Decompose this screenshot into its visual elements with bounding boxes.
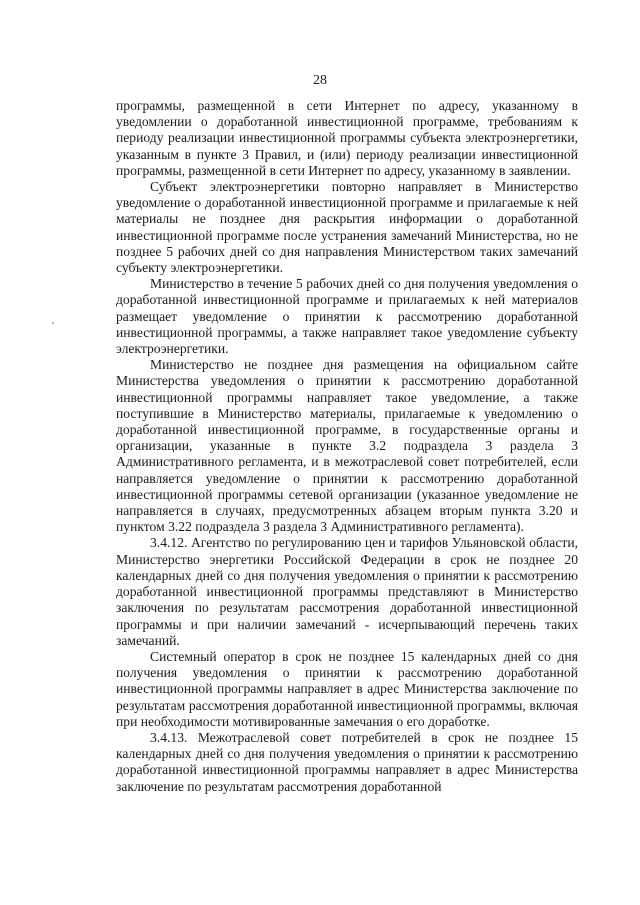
paragraph: Субъект электроэнергетики повторно направляет в Министерство уведомление о доработанной инвестиционной программе и прилагаемые к ней материалы не позднее дня раскрытия информации о доработанной инвестиционной программе после устранения замечаний Министерства, но не позднее 5 рабочих дней со дня направления Министерством таких замечаний субъекту электроэнергетики. [116,179,578,276]
paragraph: Министерство в течение 5 рабочих дней со дня получения уведомления о доработанной инвестиционной программе и прилагаемых к ней материалов размещает уведомление о принятии к рассмотрению доработанной инвестиционной программы, а также направляет такое уведомление субъекту электроэнергетики. [116,276,578,357]
paragraph-3-4-13: 3.4.13. Межотраслевой совет потребителей в срок не позднее 15 календарных дней со дня получения уведомления о принятии к рассмотрению доработанной инвестиционной программы направляет в адрес Министерства заключение по результатам рассмотрения доработанной [116,729,578,794]
document-body [116,98,578,795]
paragraph-3-4-12: 3.4.12. Агентство по регулированию цен и тарифов Ульяновской области, Министерство энергетики Российской Федерации в срок не позднее 20 календарных дней со дня получения уведомления о принятии к рассмотрению доработанной инвестиционной программы представляют в Министерство заключения по результатам рассмотрения доработанной инвестиционной программы и при наличии замечаний - исчерпывающий перечень таких замечаний. [116,535,578,648]
paragraph: Министерство не позднее дня размещения на официальном сайте Министерства уведомления о принятии к рассмотрению доработанной инвестиционной программы направляет такое уведомление, а также поступившие в Министерство материалы, прилагаемые к уведомлению о доработанной инвестиционной программе, в государственные органы и организации, указанные в пункте 3.2 подраздела 3 раздела 3 Административного регламента, и в межотраслевой совет потребителей, если направляется уведомление о принятии к рассмотрению доработанной инвестиционной программы сетевой организации (указанное уведомление не направляется в случаях, предусмотренных абзацем вторым пункта 3.20 и пунктом 3.22 подраздела 3 раздела 3 Административного регламента). [116,357,578,535]
page-number: 28 [313,73,327,88]
paragraph-continuation: программы, размещенной в сети Интернет по адресу, указанному в уведомлении о доработанной инвестиционной программе, требованиям к периоду реализации инвестиционной программы субъекта электроэнергетики, указанным в пункте 3 Правил, и (или) периоду реализации инвестиционной программы, размещенной в сети Интернет по адресу, указанному в заявлении. [116,98,578,178]
margin-mark [52,322,54,324]
paragraph: Системный оператор в срок не позднее 15 календарных дней со дня получения уведомления о принятии к рассмотрению доработанной инвестиционной программы направляет в адрес Министерства заключение по результатам рассмотрения доработанной инвестиционной программы, включая при необходимости мотивированные замечания о его доработке. [116,648,578,729]
